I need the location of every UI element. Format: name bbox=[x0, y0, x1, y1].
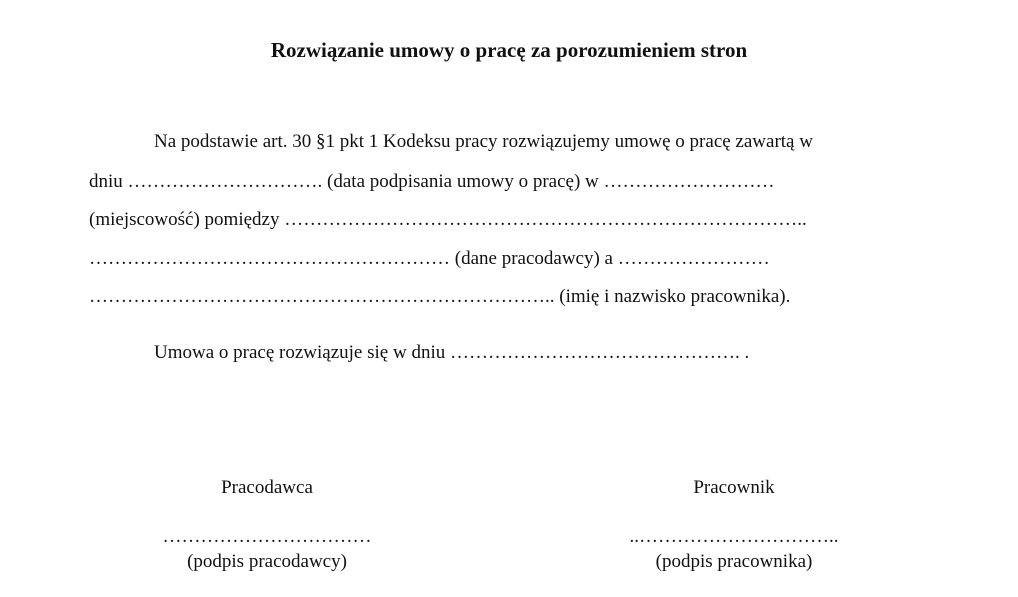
paragraph1-line3: (miejscowość) pomiędzy ……………………………………………………………………….. bbox=[89, 209, 807, 230]
employee-signature-caption: (podpis pracownika) bbox=[655, 551, 813, 572]
employer-role-label: Pracodawca bbox=[221, 477, 313, 498]
paragraph1-line1: Na podstawie art. 30 §1 pkt 1 Kodeksu pracy rozwiązujemy umowę o pracę zawartą w bbox=[154, 131, 813, 152]
employee-signature-line: ..………………………….. bbox=[629, 526, 839, 547]
employee-signature-block bbox=[584, 476, 884, 574]
employer-signature-block bbox=[117, 476, 417, 574]
document-title: Rozwiązanie umowy o pracę za porozumieniem stron bbox=[270, 38, 748, 62]
termination-date-paragraph: Umowa o pracę rozwiązuje się w dniu ………………………………………. . bbox=[154, 342, 750, 363]
paragraph1-line2: dniu …………………………. (data podpisania umowy o pracę) w ……………………… bbox=[89, 171, 775, 192]
paragraph1-line4: ………………………………………………… (dane pracodawcy) a …………………… bbox=[89, 248, 770, 269]
employer-signature-line: …………………………… bbox=[162, 526, 372, 547]
employer-signature-caption: (podpis pracodawcy) bbox=[187, 551, 347, 572]
employee-role-label: Pracownik bbox=[693, 477, 775, 498]
paragraph1-line5: ……………………………………………………………….. (imię i nazwisko pracownika). bbox=[89, 286, 791, 307]
